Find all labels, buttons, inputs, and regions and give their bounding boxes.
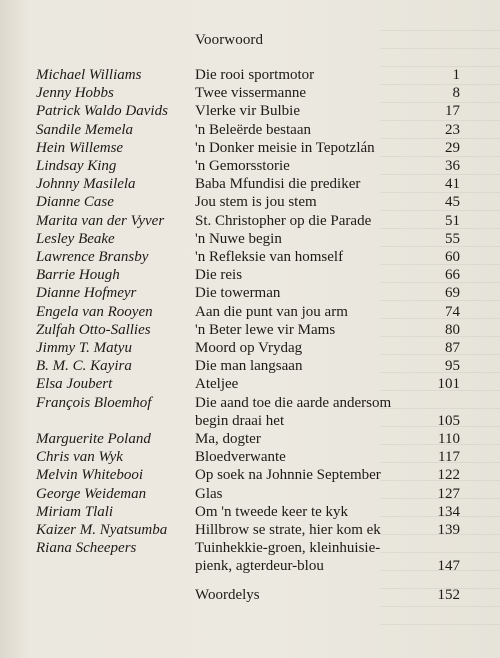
toc-entry: [36, 248, 460, 266]
entry-page-number: 51: [445, 212, 460, 229]
entry-author: François Bloemhof: [36, 394, 152, 411]
entry-title: [195, 266, 424, 284]
entry-page-number: 147: [437, 558, 460, 575]
entry-title: [195, 212, 424, 230]
entry-author: Riana Scheepers: [36, 540, 137, 557]
entry-author: Sandile Memela: [36, 121, 134, 138]
toc-entry: [36, 212, 460, 230]
entry-page-number: 60: [445, 249, 460, 266]
entry-title: [195, 84, 424, 102]
entry-title: [195, 521, 424, 539]
entry-author: Jimmy T. Matyu: [36, 340, 132, 357]
entry-title: [195, 157, 424, 175]
toc-heading: Voorwoord: [195, 32, 264, 48]
toc-entry: [36, 230, 460, 248]
toc-entry: [36, 193, 460, 211]
entry-title-line: 'n Gemorsstorie: [195, 158, 290, 175]
entry-title-line: Baba Mfundisi die prediker: [195, 176, 361, 193]
toc-entry: [36, 102, 460, 120]
entry-author: Barrie Hough: [36, 267, 120, 284]
entry-page-number: 139: [437, 522, 460, 539]
entry-page-number: 17: [445, 103, 460, 120]
entry-title: [195, 121, 424, 139]
entry-title: [195, 448, 424, 466]
entry-title: [195, 503, 424, 521]
entry-page-number: 55: [445, 230, 460, 247]
entry-title: [195, 230, 424, 248]
toc-entry: [36, 321, 460, 339]
entry-author: Kaizer M. Nyatsumba: [36, 522, 168, 539]
toc-entry: [36, 503, 460, 521]
entry-title-line: Die rooi sportmotor: [195, 67, 315, 83]
entry-page-number: 134: [437, 503, 460, 520]
entry-author: Miriam Tlali: [36, 503, 114, 520]
toc-entry: [36, 175, 460, 193]
toc-entry: [36, 539, 460, 575]
entry-author: Engela van Rooyen: [36, 303, 153, 320]
entry-page-number: 74: [445, 303, 460, 320]
entry-title: [195, 466, 424, 484]
entry-author: Patrick Waldo Davids: [36, 103, 168, 120]
entry-title-line: Tuinhekkie-groen, kleinhuisie-: [195, 540, 381, 557]
entry-title-line: Die reis: [195, 267, 243, 284]
toc-entry: [36, 121, 460, 139]
toc-entry: [36, 394, 460, 430]
entry-title: [195, 303, 424, 321]
toc-entry: [36, 66, 460, 84]
entry-author: Lindsay King: [36, 158, 117, 175]
entry-page-number: 95: [445, 358, 460, 375]
entry-title-line: pienk, agterdeur-blou: [195, 558, 324, 575]
entry-title-line: Vlerke vir Bulbie: [195, 103, 300, 120]
toc-entry: [36, 266, 460, 284]
entry-title-line: 'n Donker meisie in Tepotzlán: [195, 139, 375, 156]
entry-title-line: 'n Nuwe begin: [195, 230, 282, 247]
entry-title: [195, 248, 424, 266]
entry-title: [195, 394, 424, 430]
toc-entry: [36, 139, 460, 157]
entry-page-number: 105: [437, 412, 460, 429]
entry-title: [195, 339, 424, 357]
entry-page-number: 117: [438, 449, 460, 466]
entry-page-number: 8: [452, 85, 460, 102]
entry-title: [195, 102, 424, 120]
toc-entry: [36, 157, 460, 175]
toc-entry: [36, 357, 460, 375]
entry-author: Marguerite Poland: [36, 431, 151, 448]
entry-page-number: 69: [445, 285, 460, 302]
entry-title-line: Die man langsaan: [195, 358, 303, 375]
toc-entry: [36, 303, 460, 321]
entry-title-line: 'n Refleksie van homself: [195, 249, 344, 266]
entry-title-line: Woordelys: [195, 586, 260, 603]
entry-author: Dianne Hofmeyr: [36, 285, 137, 302]
entry-title: [195, 139, 424, 157]
entry-author: Jenny Hobbs: [36, 85, 114, 102]
entry-author: Dianne Case: [36, 194, 114, 211]
toc-entry: [36, 284, 460, 302]
entry-title: [195, 66, 424, 84]
entry-author: Michael Williams: [36, 67, 142, 83]
entry-author: B. M. C. Kayira: [36, 358, 132, 375]
entry-page-number: 45: [445, 194, 460, 211]
toc-entry: [36, 448, 460, 466]
entry-title-line: Bloedverwante: [195, 449, 286, 466]
entry-title-line: Moord op Vrydag: [195, 340, 303, 357]
entry-title-line: Ma, dogter: [195, 431, 261, 448]
entry-title-line: Jou stem is jou stem: [195, 194, 317, 211]
entry-title: [195, 430, 424, 448]
toc-entry: [36, 430, 460, 448]
entry-page-number: 152: [437, 586, 460, 603]
toc-entry: [36, 339, 460, 357]
entry-page-number: 127: [437, 485, 460, 502]
entry-title: [195, 357, 424, 375]
entry-title-line: Die towerman: [195, 285, 281, 302]
toc-entry: [36, 375, 460, 393]
entry-page-number: 36: [445, 158, 460, 175]
entry-page-number: 110: [438, 431, 460, 448]
toc-entry: [36, 586, 460, 604]
entry-page-number: 80: [445, 321, 460, 338]
entry-page-number: 87: [445, 340, 460, 357]
entry-author: Chris van Wyk: [36, 449, 123, 466]
entry-page-number: 29: [445, 139, 460, 156]
entry-title-line: 'n Beter lewe vir Mams: [195, 321, 336, 338]
entry-title: [195, 175, 424, 193]
entry-page-number: 122: [437, 467, 460, 484]
entry-title: [195, 321, 424, 339]
entry-title-line: Aan die punt van jou arm: [195, 303, 348, 320]
entry-title-line: begin draai het: [195, 412, 285, 429]
entry-title: [195, 284, 424, 302]
entry-page-number: 41: [445, 176, 460, 193]
entry-title-line: 'n Beleërde bestaan: [195, 121, 311, 138]
entry-author: Melvin Whitebooi: [36, 467, 144, 484]
entry-title-line: Glas: [195, 485, 223, 502]
entry-title: [195, 485, 424, 503]
entry-page-number: 1: [452, 67, 460, 83]
entry-author: Elsa Joubert: [36, 376, 113, 393]
entry-title-line: Die aand toe die aarde andersom: [195, 394, 392, 411]
toc-entry: [36, 521, 460, 539]
entry-author: Hein Willemse: [36, 139, 124, 156]
entry-author: Johnny Masilela: [36, 176, 136, 193]
entry-title-line: Ateljee: [195, 376, 239, 393]
entry-author: Marita van der Vyver: [36, 212, 165, 229]
toc-entries: [36, 66, 460, 604]
entry-author: George Weideman: [36, 485, 147, 502]
entry-author: Lawrence Bransby: [36, 249, 149, 266]
entry-author: Lesley Beake: [36, 230, 115, 247]
entry-title: [195, 193, 424, 211]
entry-title-line: St. Christopher op die Parade: [195, 212, 372, 229]
entry-title-line: Hillbrow se strate, hier kom ek: [195, 522, 381, 539]
entry-title: [195, 539, 424, 575]
toc-entry: [36, 485, 460, 503]
entry-page-number: 23: [445, 121, 460, 138]
entry-title: [195, 586, 424, 604]
entry-title-line: Twee vissermanne: [195, 85, 306, 102]
toc-entry: [36, 466, 460, 484]
entry-author: Zulfah Otto-Sallies: [36, 321, 151, 338]
entry-page-number: 66: [445, 267, 460, 284]
toc-entry: [36, 84, 460, 102]
entry-title: [195, 375, 424, 393]
entry-page-number: 101: [437, 376, 460, 393]
entry-title-line: Op soek na Johnnie September: [195, 467, 381, 484]
entry-title-line: Om 'n tweede keer te kyk: [195, 503, 349, 520]
